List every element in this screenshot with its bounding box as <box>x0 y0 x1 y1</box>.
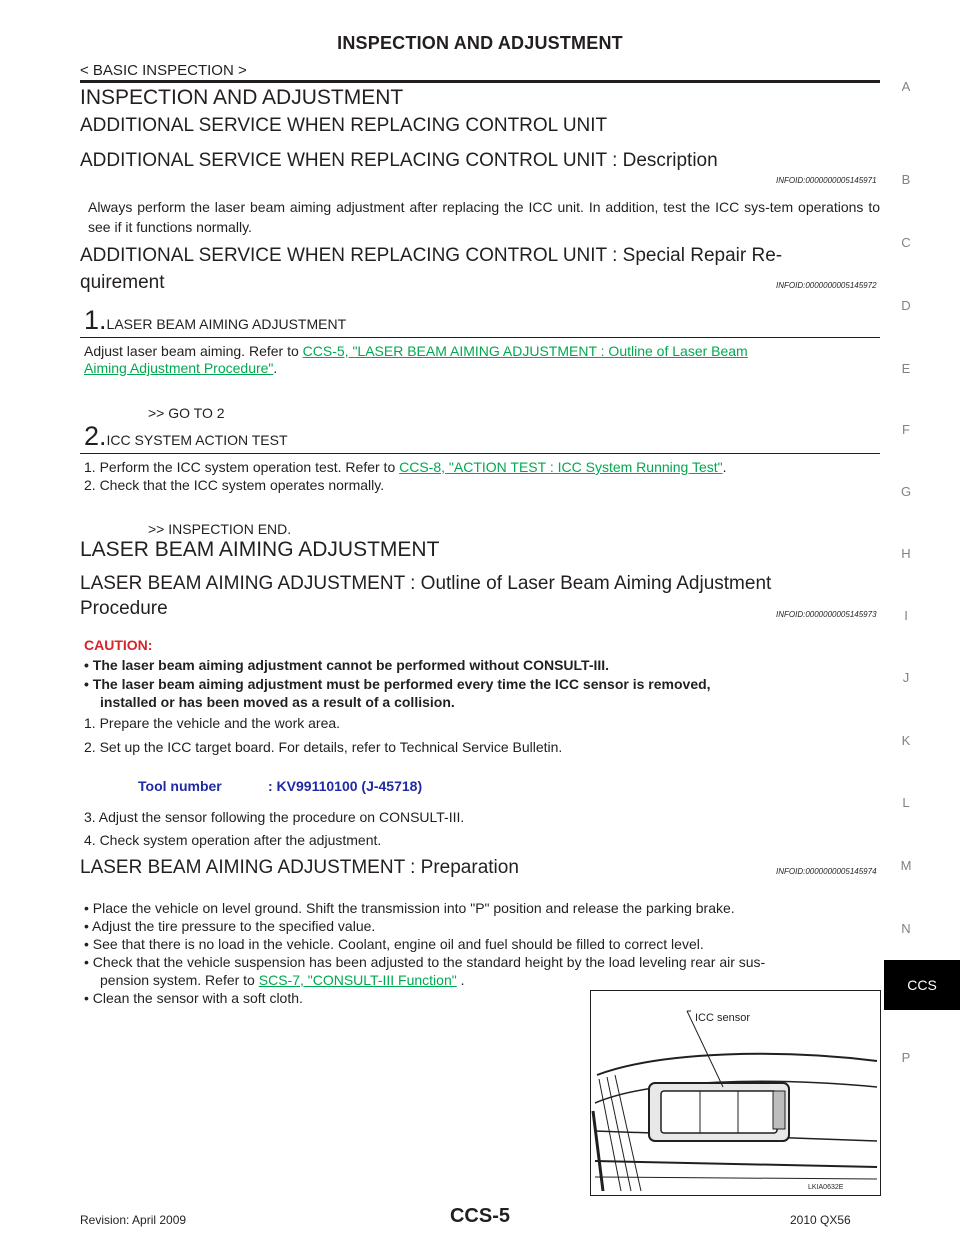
link-laser-aiming-procedure-cont[interactable]: Aiming Adjustment Procedure" <box>84 360 274 376</box>
sidebar-letter-p[interactable]: P <box>901 1050 911 1065</box>
step-number: 1. <box>84 305 107 335</box>
step-1-result: >> GO TO 2 <box>148 405 225 421</box>
figure-label: ICC sensor <box>695 1012 751 1024</box>
description-text: Always perform the laser beam aiming adjustment after replacing the ICC unit. In addition, test the ICC sys-tem operations to see if it functions normally. <box>88 199 880 235</box>
page-heading: INSPECTION AND ADJUSTMENT <box>80 86 404 109</box>
sidebar-letter-g[interactable]: G <box>900 484 912 499</box>
link-consult-function[interactable]: SCS-7, "CONSULT-III Function" <box>258 972 457 988</box>
step-number: 2. <box>84 421 107 451</box>
sidebar-letter-e[interactable]: E <box>901 361 911 376</box>
sidebar-letter-i[interactable]: I <box>904 608 908 623</box>
info-id: INFOID:0000000005145973 <box>776 610 877 619</box>
step-2-header <box>84 421 288 452</box>
prep-item-3: • See that there is no load in the vehicle. Coolant, engine oil and fuel should be filled to correct level. <box>84 936 704 952</box>
special-repair-heading-line2: quirement <box>80 272 165 293</box>
step-title: LASER BEAM AIMING ADJUSTMENT <box>106 316 347 332</box>
sidebar-letter-c[interactable]: C <box>901 235 911 250</box>
step-title: ICC SYSTEM ACTION TEST <box>106 432 288 448</box>
info-id: INFOID:0000000005145971 <box>776 176 877 185</box>
section-heading-additional-service: ADDITIONAL SERVICE WHEN REPLACING CONTROL UNIT <box>80 115 608 136</box>
step-2-item-2: 2. Check that the ICC system operates normally. <box>84 477 385 493</box>
description-heading: ADDITIONAL SERVICE WHEN REPLACING CONTROL UNIT : Description <box>80 150 718 171</box>
prep-item-4-cont: pension system. Refer to SCS-7, "CONSULT-III Function" . <box>100 972 465 988</box>
caution-item-2-cont: installed or has been moved as a result of a collision. <box>100 694 455 710</box>
page-header-title: INSPECTION AND ADJUSTMENT <box>337 33 623 53</box>
caution-item-1: • The laser beam aiming adjustment cannot be performed without CONSULT-III. <box>84 657 610 673</box>
active-section-tab[interactable]: CCS <box>884 960 960 1010</box>
procedure-step-3: 3. Adjust the sensor following the procedure on CONSULT-III. <box>84 809 465 825</box>
procedure-step-2: 2. Set up the ICC target board. For details, refer to Technical Service Bulletin. <box>84 739 563 755</box>
icc-sensor-illustration <box>591 991 880 1195</box>
step-1-text-line2: Aiming Adjustment Procedure". <box>84 360 278 376</box>
sidebar-letter-l[interactable]: L <box>902 795 910 810</box>
figure-code: LKIA0632E <box>808 1184 844 1191</box>
procedure-step-4: 4. Check system operation after the adjustment. <box>84 832 382 848</box>
sidebar-letter-h[interactable]: H <box>901 546 911 561</box>
breadcrumb: < BASIC INSPECTION > <box>80 62 247 79</box>
sidebar-letter-m[interactable]: M <box>900 858 912 873</box>
sidebar-letter-k[interactable]: K <box>901 733 911 748</box>
tool-number-label: Tool number <box>138 778 222 794</box>
link-action-test[interactable]: CCS-8, "ACTION TEST : ICC System Running Test" <box>399 459 723 475</box>
caution-label: CAUTION: <box>84 637 153 653</box>
preparation-heading: LASER BEAM AIMING ADJUSTMENT : Preparation <box>80 857 519 878</box>
special-repair-heading-line1: ADDITIONAL SERVICE WHEN REPLACING CONTROL UNIT : Special Repair Re- <box>80 245 783 266</box>
step-1-header <box>84 305 346 336</box>
step-2-result: >> INSPECTION END. <box>148 521 292 537</box>
step-1-text: Adjust laser beam aiming. Refer to CCS-5, "LASER BEAM AIMING ADJUSTMENT : Outline of Laser Beam <box>84 343 748 359</box>
step-rule <box>80 453 880 454</box>
sidebar-letter-a[interactable]: A <box>901 79 911 94</box>
sidebar-letter-d[interactable]: D <box>901 298 911 313</box>
sidebar-letter-j[interactable]: J <box>902 670 910 685</box>
section-heading-laser-beam: LASER BEAM AIMING ADJUSTMENT <box>80 538 440 561</box>
link-laser-aiming-procedure[interactable]: CCS-5, "LASER BEAM AIMING ADJUSTMENT : Outline of Laser Beam <box>302 343 748 359</box>
info-id: INFOID:0000000005145972 <box>776 281 877 290</box>
sidebar-letter-b[interactable]: B <box>901 172 911 187</box>
prep-item-5: • Clean the sensor with a soft cloth. <box>84 990 303 1006</box>
info-id: INFOID:0000000005145974 <box>776 867 877 876</box>
prep-item-4: • Check that the vehicle suspension has been adjusted to the standard height by the load leveling rear air sus- <box>84 954 766 970</box>
sidebar-letter-f[interactable]: F <box>902 422 910 437</box>
procedure-step-1: 1. Prepare the vehicle and the work area. <box>84 715 341 731</box>
tool-number-value: : KV99110100 (J-45718) <box>268 778 423 794</box>
prep-item-1: • Place the vehicle on level ground. Shift the transmission into "P" position and release the parking brake. <box>84 900 735 916</box>
header-rule <box>80 80 880 83</box>
outline-heading-line1: LASER BEAM AIMING ADJUSTMENT : Outline of Laser Beam Aiming Adjustment <box>80 573 772 594</box>
icc-sensor-figure <box>590 990 881 1196</box>
prep-item-2: • Adjust the tire pressure to the specified value. <box>84 918 376 934</box>
step-2-item-1: 1. Perform the ICC system operation test. Refer to CCS-8, "ACTION TEST : ICC System Running Test". <box>84 459 727 475</box>
outline-heading-line2: Procedure <box>80 598 168 619</box>
page-number: CCS-5 <box>449 1205 510 1227</box>
caution-item-2: • The laser beam aiming adjustment must be performed every time the ICC sensor is removed, <box>84 676 711 692</box>
step-rule <box>80 337 880 338</box>
sidebar-letter-n[interactable]: N <box>901 921 911 936</box>
revision-date: Revision: April 2009 <box>80 1213 187 1227</box>
model-year: 2010 QX56 <box>790 1213 851 1227</box>
